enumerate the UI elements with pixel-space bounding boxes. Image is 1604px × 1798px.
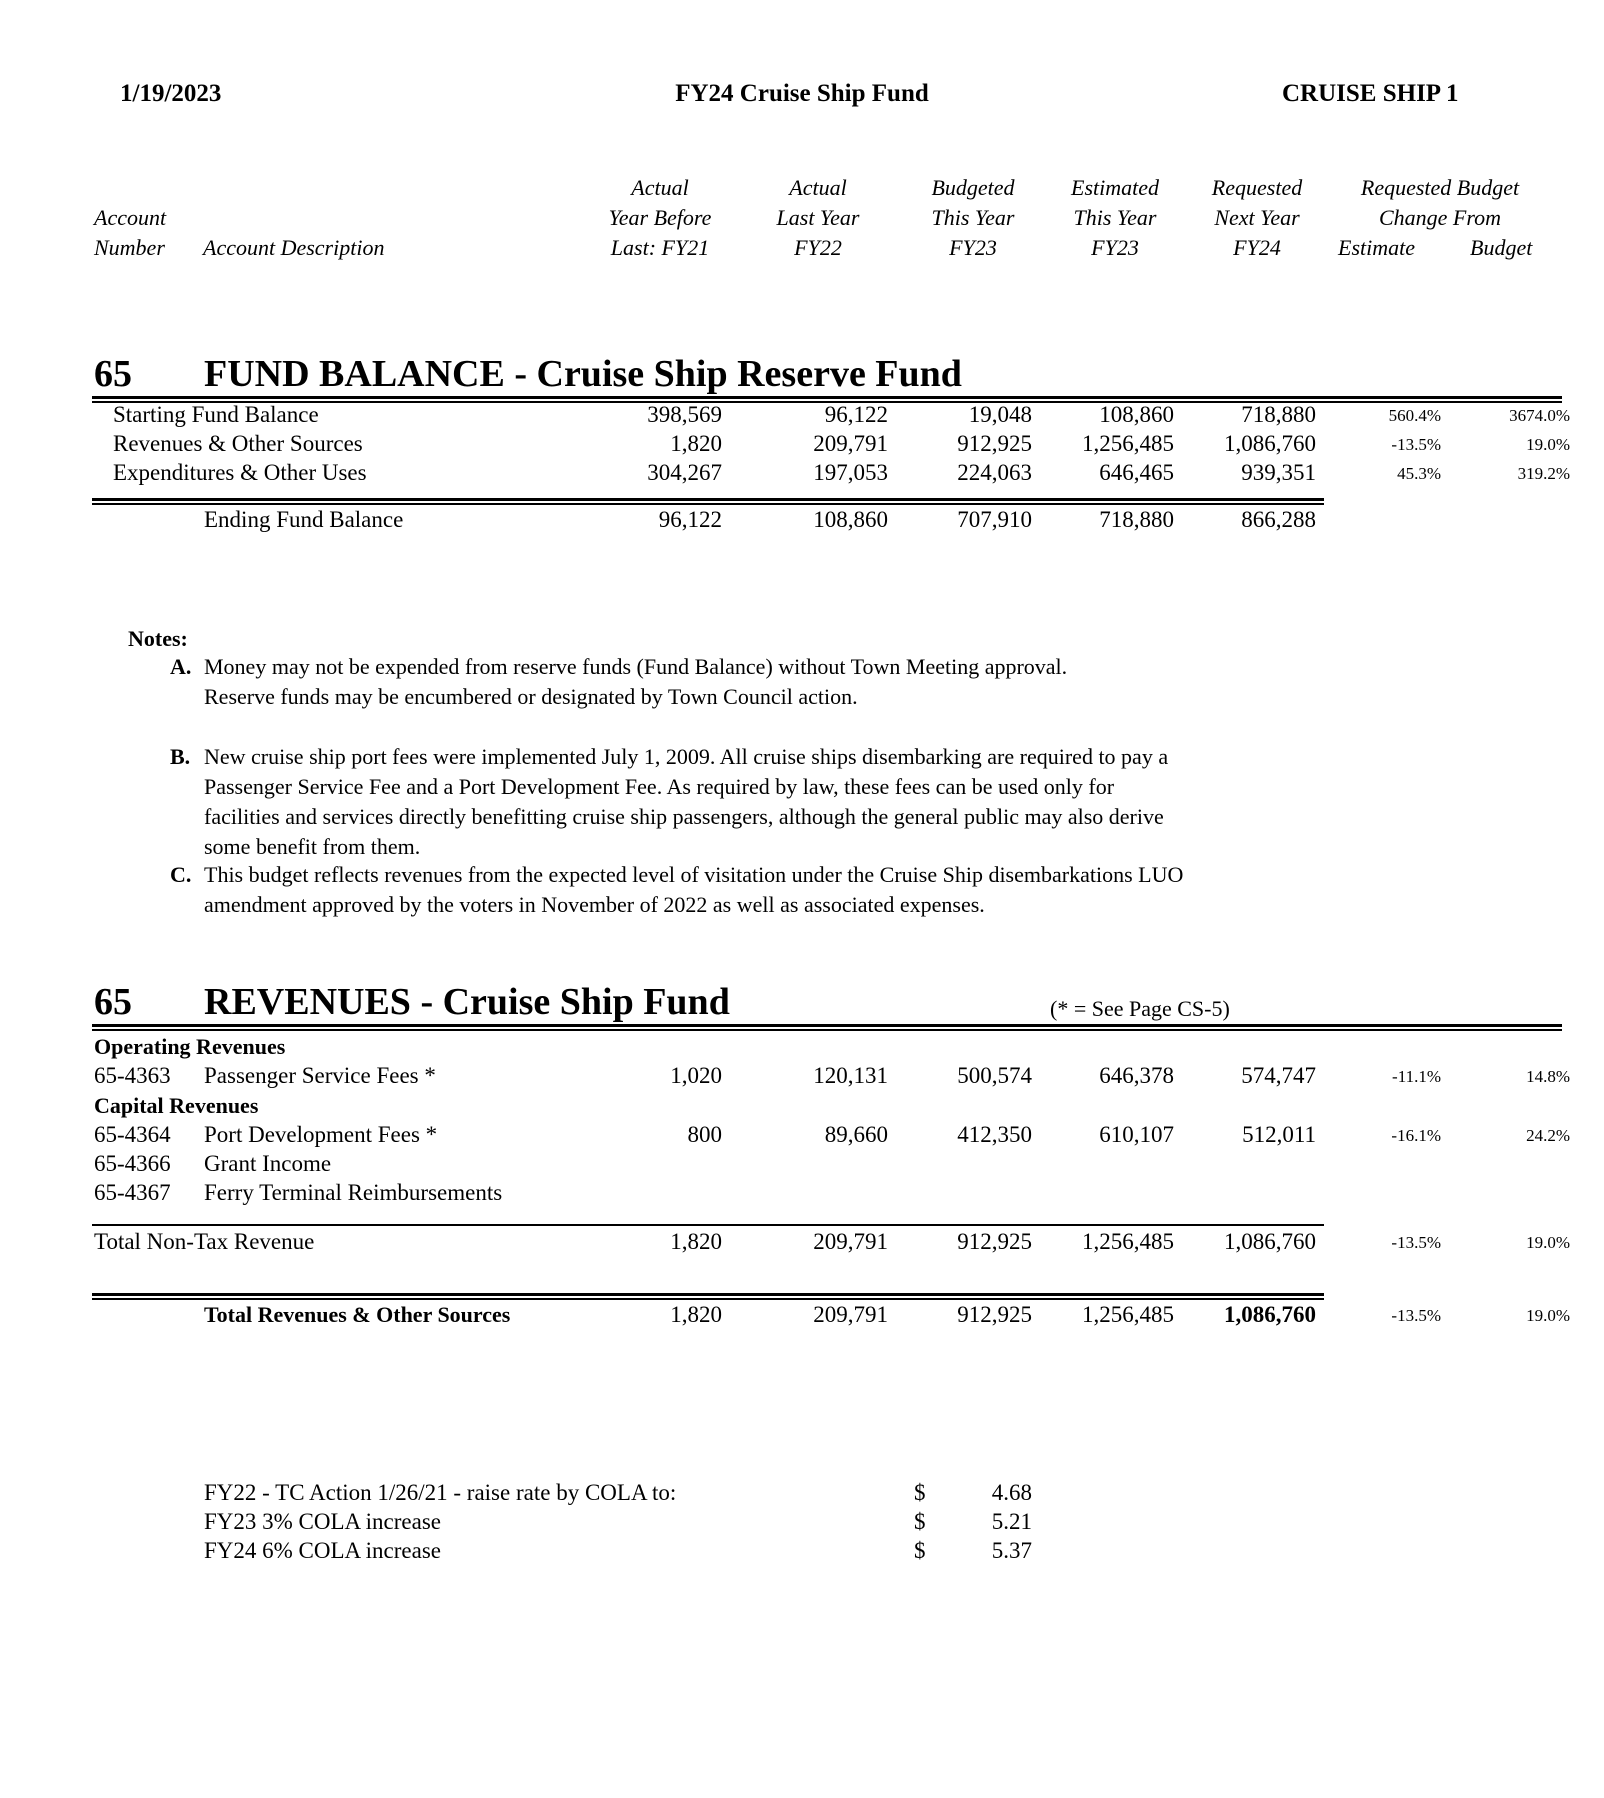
revenue-account-label: Passenger Service Fees * bbox=[204, 1063, 436, 1088]
fund-balance-row-label: Revenues & Other Sources bbox=[113, 431, 363, 456]
cola-currency: $ bbox=[914, 1509, 926, 1534]
value-actual-fy21: 1,020 bbox=[670, 1063, 722, 1088]
pct-change-estimate: -13.5% bbox=[1391, 435, 1441, 454]
col-change-group: Requested Budget Change From bbox=[1360, 175, 1520, 230]
cola-label: FY24 6% COLA increase bbox=[204, 1538, 441, 1563]
pct-change-estimate: -13.5% bbox=[1391, 1233, 1441, 1252]
value-estimated-fy23: 610,107 bbox=[1099, 1122, 1174, 1147]
pct-change-estimate: -13.5% bbox=[1391, 1306, 1441, 1325]
revenue-account-label: Grant Income bbox=[204, 1151, 332, 1176]
col-change-budget: Budget bbox=[1470, 235, 1533, 260]
revenue-account-number: 65-4363 bbox=[94, 1063, 171, 1088]
total-non-tax-label: Total Non-Tax Revenue bbox=[94, 1229, 315, 1254]
value-requested-fy24: 718,880 bbox=[1241, 402, 1316, 427]
col-actual-fy22: Actual Last Year FY22 bbox=[776, 175, 860, 260]
pct-change-estimate: 560.4% bbox=[1388, 406, 1441, 425]
ending-fund-balance-label: Ending Fund Balance bbox=[204, 507, 404, 532]
cola-value: 4.68 bbox=[991, 1480, 1032, 1505]
value-budgeted-fy23: 707,910 bbox=[957, 507, 1032, 532]
value-requested-fy24: 866,288 bbox=[1241, 507, 1316, 532]
note-c-text: This budget reflects revenues from the expected level of visitation under the Cruise Ship disembarkations LUO amendment approved by the voters in November of 2022 as well as associated expenses. bbox=[204, 862, 1184, 917]
pct-change-budget: 24.2% bbox=[1526, 1126, 1570, 1145]
cola-label: FY23 3% COLA increase bbox=[204, 1509, 441, 1534]
pct-change-estimate: -16.1% bbox=[1391, 1126, 1441, 1145]
page-id: CRUISE SHIP 1 bbox=[1282, 80, 1459, 107]
col-account-number: Account Number bbox=[94, 205, 167, 260]
value-actual-fy21: 1,820 bbox=[670, 1302, 722, 1327]
col-account-description: Account Description bbox=[203, 235, 385, 260]
cola-label: FY22 - TC Action 1/26/21 - raise rate by COLA to: bbox=[204, 1480, 677, 1505]
revenues-rule-total bbox=[92, 1293, 1324, 1296]
value-actual-fy21: 304,267 bbox=[647, 460, 722, 485]
value-budgeted-fy23: 912,925 bbox=[957, 1229, 1032, 1254]
value-actual-fy22: 108,860 bbox=[813, 507, 888, 532]
report-date: 1/19/2023 bbox=[120, 80, 222, 107]
revenue-account-number: 65-4366 bbox=[94, 1151, 171, 1176]
revenue-account-label: Port Development Fees * bbox=[204, 1122, 438, 1147]
value-actual-fy22: 197,053 bbox=[813, 460, 888, 485]
pct-change-estimate: -11.1% bbox=[1392, 1067, 1441, 1086]
value-budgeted-fy23: 912,925 bbox=[957, 1302, 1032, 1327]
pct-change-budget: 14.8% bbox=[1526, 1067, 1570, 1086]
revenues-rule-top-2 bbox=[92, 1029, 1562, 1031]
col-requested-fy24: Requested Next Year FY24 bbox=[1211, 175, 1303, 260]
revenue-account-number: 65-4367 bbox=[94, 1180, 171, 1205]
note-c-letter: C. bbox=[170, 862, 192, 887]
fund-balance-number: 65 bbox=[94, 353, 132, 395]
notes-heading: Notes: bbox=[128, 626, 188, 651]
total-revenues-label: Total Revenues & Other Sources bbox=[204, 1302, 511, 1327]
value-actual-fy21: 398,569 bbox=[647, 402, 722, 427]
revenue-account-label: Ferry Terminal Reimbursements bbox=[204, 1180, 503, 1205]
value-actual-fy21: 1,820 bbox=[670, 1229, 722, 1254]
revenues-number: 65 bbox=[94, 981, 132, 1023]
note-a-text: Money may not be expended from reserve funds (Fund Balance) without Town Meeting approval. Reserve funds may be encumbered or designated by Town Council action. bbox=[204, 654, 1068, 709]
pct-change-budget: 19.0% bbox=[1526, 435, 1570, 454]
value-estimated-fy23: 1,256,485 bbox=[1082, 1302, 1174, 1327]
note-a-letter: A. bbox=[170, 654, 192, 679]
revenues-rule-top bbox=[92, 1024, 1562, 1027]
capital-revenues-heading: Capital Revenues bbox=[94, 1093, 259, 1118]
operating-revenues-heading: Operating Revenues bbox=[94, 1034, 286, 1059]
value-actual-fy22: 89,660 bbox=[824, 1122, 888, 1147]
col-estimated-fy23: Estimated This Year FY23 bbox=[1071, 175, 1159, 260]
cola-value: 5.37 bbox=[991, 1538, 1032, 1563]
value-requested-fy24: 1,086,760 bbox=[1224, 1229, 1316, 1254]
revenue-account-number: 65-4364 bbox=[94, 1122, 171, 1147]
pct-change-budget: 19.0% bbox=[1526, 1306, 1570, 1325]
fund-balance-rule-bottom bbox=[92, 498, 1324, 501]
fund-balance-title: FUND BALANCE - Cruise Ship Reserve Fund bbox=[204, 353, 962, 395]
report-title: FY24 Cruise Ship Fund bbox=[675, 80, 929, 107]
value-actual-fy22: 209,791 bbox=[813, 1229, 888, 1254]
value-requested-fy24: 939,351 bbox=[1241, 460, 1316, 485]
see-page-note: (* = See Page CS-5) bbox=[1050, 996, 1230, 1021]
value-requested-fy24: 1,086,760 bbox=[1224, 431, 1316, 456]
value-estimated-fy23: 108,860 bbox=[1099, 402, 1174, 427]
pct-change-estimate: 45.3% bbox=[1397, 464, 1441, 483]
value-estimated-fy23: 1,256,485 bbox=[1082, 1229, 1174, 1254]
revenues-title: REVENUES - Cruise Ship Fund bbox=[204, 981, 730, 1023]
fund-balance-rule-bottom-2 bbox=[92, 503, 1324, 505]
cola-value: 5.21 bbox=[991, 1509, 1032, 1534]
value-actual-fy22: 96,122 bbox=[824, 402, 888, 427]
fund-balance-rule-top bbox=[92, 396, 1562, 399]
pct-change-budget: 3674.0% bbox=[1509, 406, 1570, 425]
note-b-text: New cruise ship port fees were implemented July 1, 2009. All cruise ships disembarking are required to pay a Passenger Service Fee and a Port Development Fee. As required by law, these fees can be used only for facilities and services directly benefitting cruise ship passengers, although the general public may also derive some benefit from them. bbox=[204, 744, 1169, 859]
value-actual-fy21: 800 bbox=[687, 1122, 722, 1147]
value-actual-fy21: 1,820 bbox=[670, 431, 722, 456]
col-actual-fy21: Actual Year Before Last: FY21 bbox=[608, 175, 712, 260]
value-actual-fy21: 96,122 bbox=[658, 507, 722, 532]
value-budgeted-fy23: 224,063 bbox=[957, 460, 1032, 485]
col-change-estimate: Estimate bbox=[1338, 235, 1415, 260]
value-budgeted-fy23: 912,925 bbox=[957, 431, 1032, 456]
value-estimated-fy23: 1,256,485 bbox=[1082, 431, 1174, 456]
fund-balance-row-label: Expenditures & Other Uses bbox=[113, 460, 367, 485]
value-requested-fy24: 574,747 bbox=[1241, 1063, 1316, 1088]
pct-change-budget: 19.0% bbox=[1526, 1233, 1570, 1252]
value-budgeted-fy23: 19,048 bbox=[968, 402, 1032, 427]
col-budgeted-fy23: Budgeted This Year FY23 bbox=[931, 175, 1015, 260]
cola-currency: $ bbox=[914, 1480, 926, 1505]
value-estimated-fy23: 718,880 bbox=[1099, 507, 1174, 532]
revenues-rule-total-2 bbox=[92, 1298, 1324, 1300]
value-requested-fy24: 1,086,760 bbox=[1224, 1302, 1316, 1327]
revenues-rule-subtotal bbox=[92, 1224, 1324, 1226]
value-actual-fy22: 209,791 bbox=[813, 431, 888, 456]
value-budgeted-fy23: 500,574 bbox=[957, 1063, 1032, 1088]
value-estimated-fy23: 646,465 bbox=[1099, 460, 1174, 485]
fund-balance-row-label: Starting Fund Balance bbox=[113, 402, 319, 427]
cola-currency: $ bbox=[914, 1538, 926, 1563]
value-actual-fy22: 209,791 bbox=[813, 1302, 888, 1327]
note-b-letter: B. bbox=[170, 744, 191, 769]
value-estimated-fy23: 646,378 bbox=[1099, 1063, 1174, 1088]
value-budgeted-fy23: 412,350 bbox=[957, 1122, 1032, 1147]
value-requested-fy24: 512,011 bbox=[1242, 1122, 1316, 1147]
value-actual-fy22: 120,131 bbox=[813, 1063, 888, 1088]
pct-change-budget: 319.2% bbox=[1517, 464, 1570, 483]
